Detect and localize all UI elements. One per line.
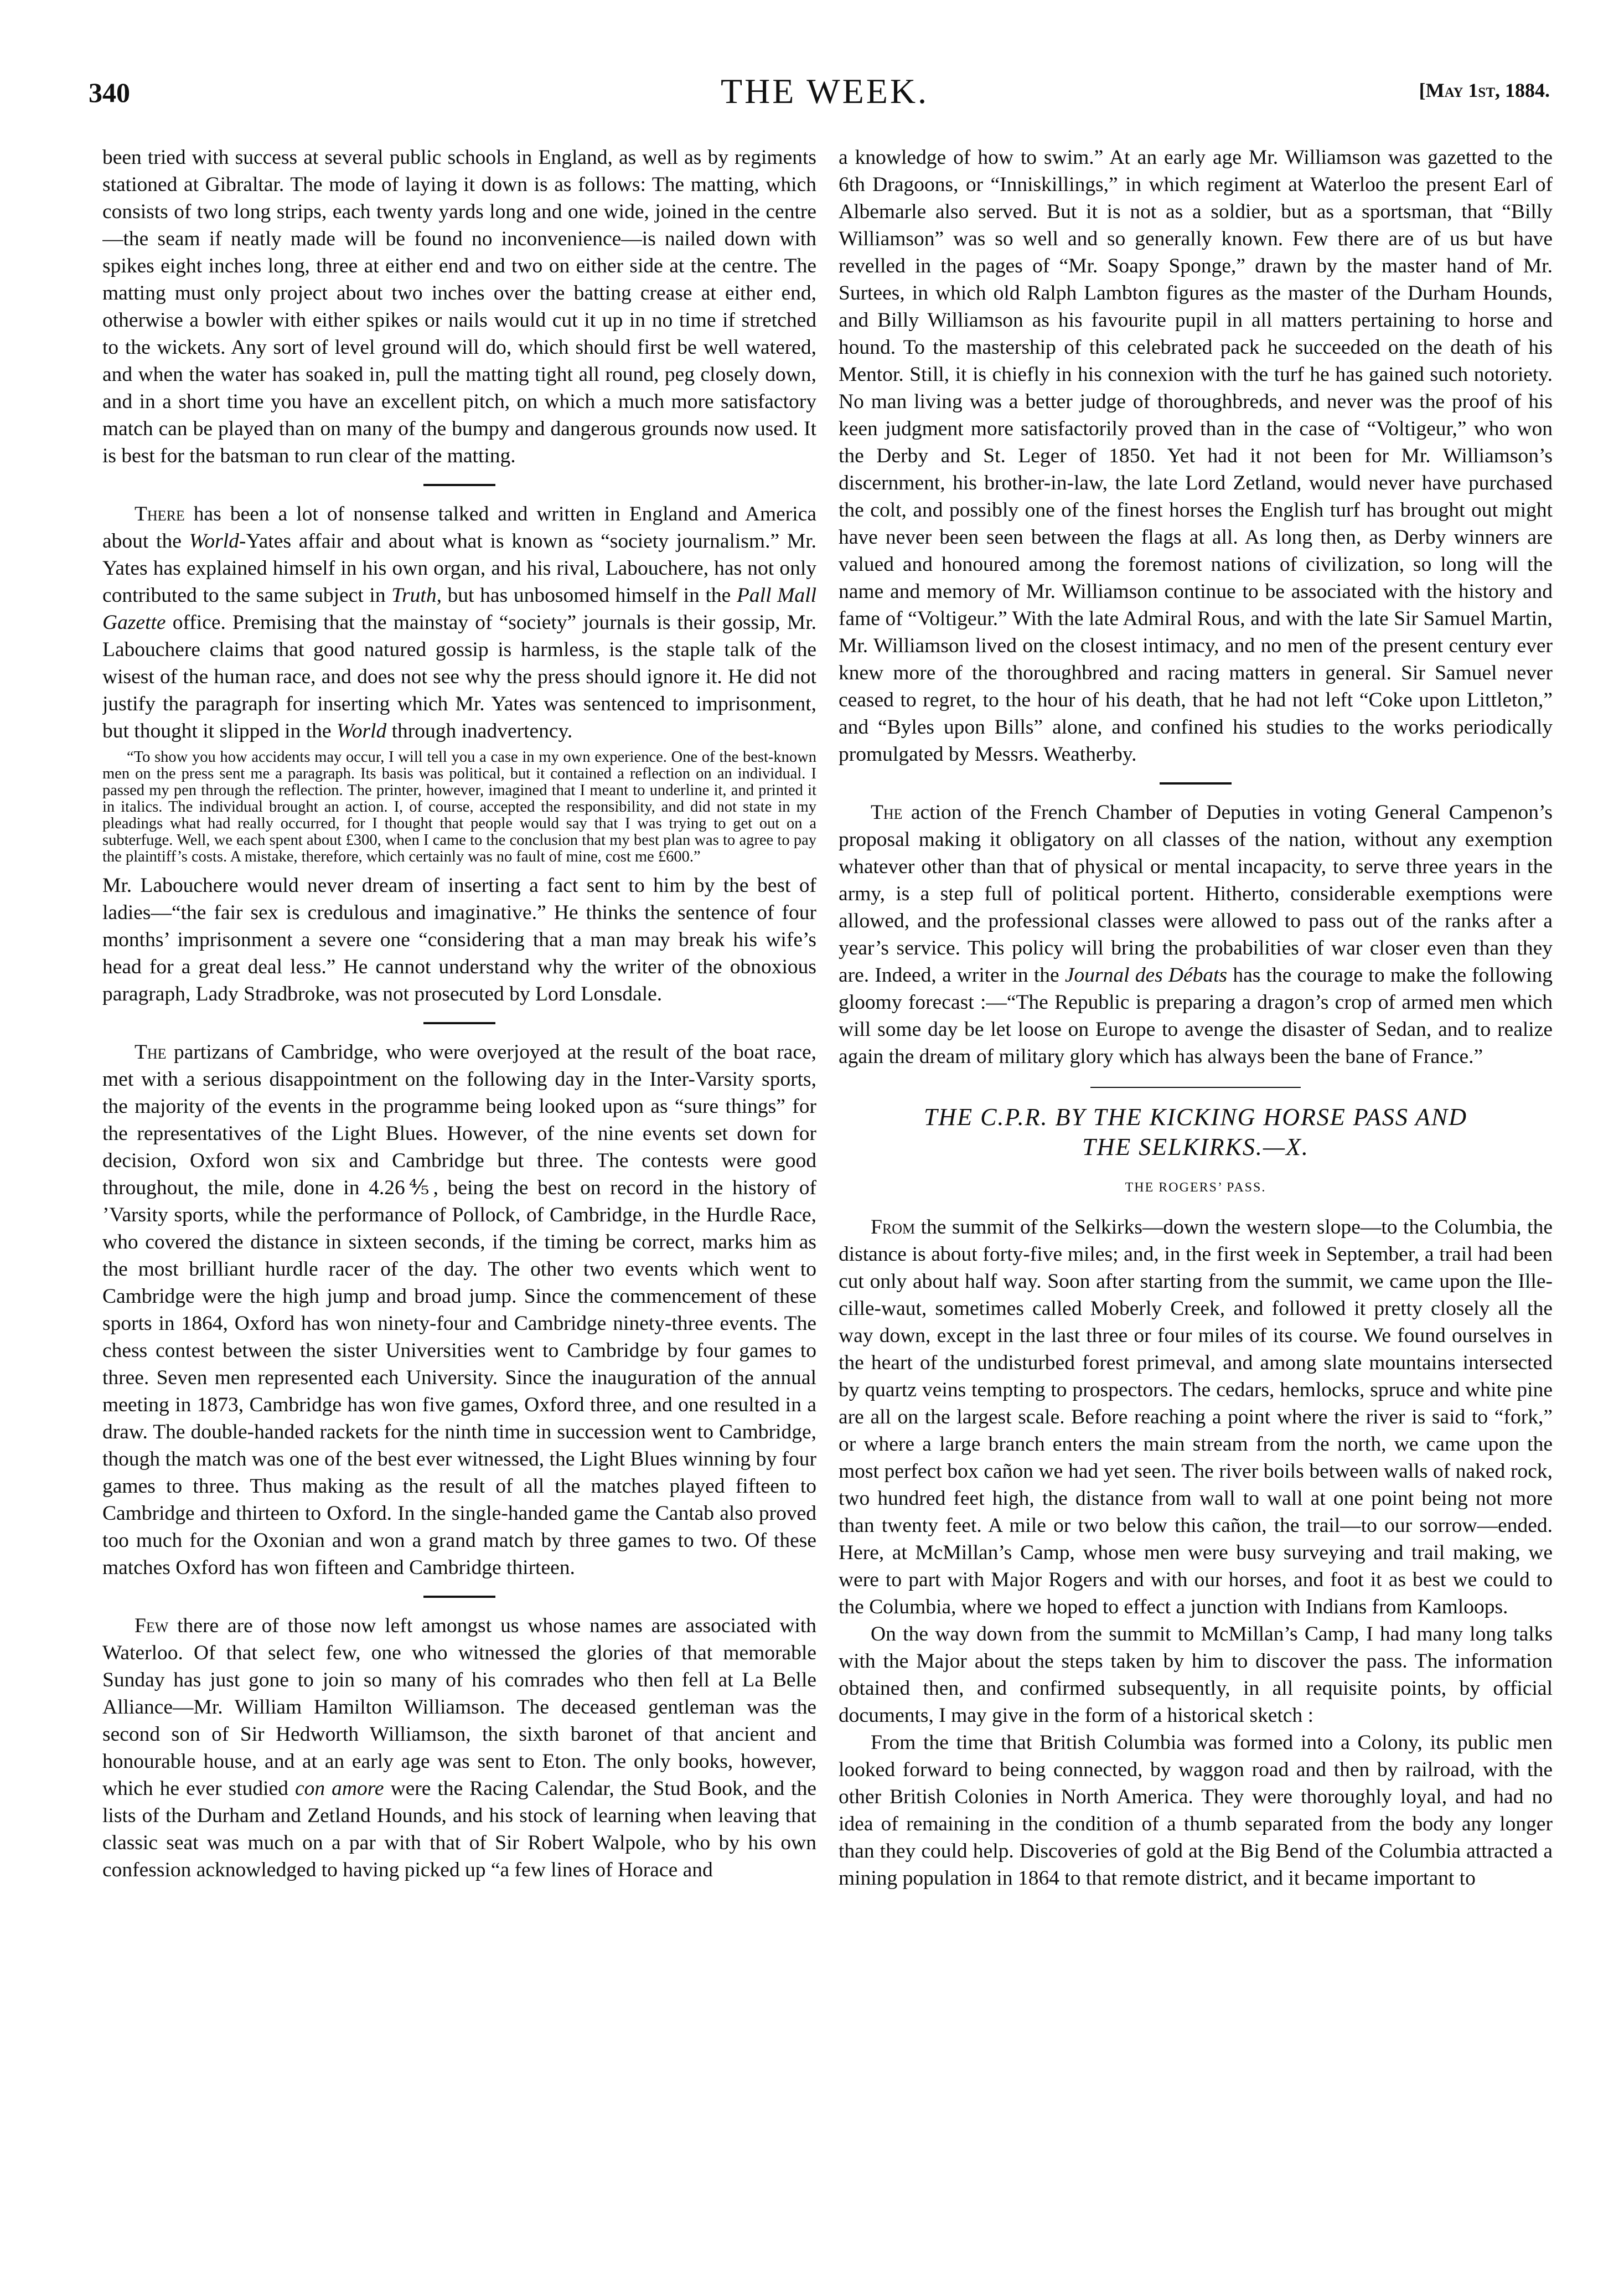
cpr-paragraph-3: From the time that British Columbia was formed into a Colony, its public men looked forward to being connected, by waggon road and then by railroad, with the other British Colonies in North America. They were thoroughly loyal, and had no idea of remaining in the condition of a thumb separated from the body any longer than they could help. Discoveries of gold at the Big Bend of the Columbia attracted a mining population in 1864 to that remote district, and it became important to [839,1731,1553,1890]
italic-con-amore: con amore [294,1777,384,1800]
inter-varsity-sports-paragraph: The partizans of Cambridge, who were overjoyed at the result of the boat race, met with a serious disappointment on the following day in the Inter-Varsity sports, the majority of the events in the programme being looked upon as “sure things” for the representatives of the Light Blues. However, of the nine events set down for decision, Oxford won six and Cambridge but three. The contests were good throughout, the mile, done in 4.26⅘, being the best on record in the history of ’Varsity sports, while the performance of Pollock, of Cambridge, in the Hurdle Race, who covered the distance in sixteen seconds, if the timing be correct, marks him as the most brilliant hurdle racer of the day. The other two events which went to Cambridge were the high jump and broad jump. Since the commencement of these sports in 1864, Oxford has won ninety-four and Cambridge ninety-three events. The chess contest between the sister Universities went to Cambridge by four games to three. Seven men represented each University. Since the inauguration of the annual meeting in 1873, Cambridge has won five games, Oxford three, and one resulted in a draw. The double-handed rackets for the ninth time in succession went to Cambridge, though the match was one of the best ever witnessed, the Light Blues winning by four games to three. Thus making as the result of all the matches played fifteen to Cambridge and thirteen to Oxford. In the single-handed game the Cantab also proved too much for the Oxonian and won a grand match by three games to two. Of these matches Oxford has won fifteen and Cambridge thirteen. [102,1041,816,1579]
cpr-paragraph-2: On the way down from the summit to McMillan’s Camp, I had many long talks with the Major about the steps taken by him to discover the pass. The information obtained then, and confirmed subsequently, in all requisite points, by official documents, I may give in the form of a historical sketch : [839,1623,1553,1727]
left-column [102,144,816,2281]
labouchere-followup-paragraph: Mr. Labouchere would never dream of inserting a fact sent to him by the best of ladies—“the fair sex is credulous and imaginative.” He thinks the sentence of four months’ imprisonment a severe one “considering that a man may break his wife’s head for a great deal less.” He cannot understand why the writer of the obnoxious paragraph, Lady Stradbroke, was not prosecuted by Lord Lonsdale. [102,874,816,1005]
lead-word: The [871,801,903,824]
italic-journal-des-debats: Journal des Débats [1064,964,1228,987]
lead-word: The [135,1041,167,1064]
page-number: 340 [89,77,130,108]
article-title-line-1: THE C.P.R. BY THE KICKING HORSE PASS AND [923,1103,1468,1131]
waterloo-williamson-continued: a knowledge of how to swim.” At an early age Mr. Williamson was gazetted to the 6th Dragoons, or “Inniskillings,” in which regiment at Waterloo the present Earl of Albemarle also served. But it is not as a soldier, but as a sportsman, that “Billy Williamson” was so well and so generally known. Few there are of us but have revelled in the pages of “Mr. Soapy Sponge,” drawn by the master hand of Mr. Surtees, in which old Ralph Lambton figures as the master of the Durham Hounds, and Billy Williamson as his favourite pupil in all matters pertaining to horse and hound. To the mastership of this celebrated pack he succeeded on the death of his Mentor. Still, it is chiefly in his connexion with the turf he has gained such notoriety. No man living was a better judge of thoroughbreds, and never was the proof of his keen judgment more satisfactorily proved than in the case of “Voltigeur,” who won the Derby and St. Leger of 1850. Yet had it not been for Mr. Williamson’s discernment, his brother-in-law, the late Lord Zetland, would never have purchased the colt, and possibly one of the finest horses the English turf has brought out might have never been seen between the flags at all. As long then, as Derby winners are valued and honoured among the foremost nations of civilization, so long will the name and memory of Mr. Williamson continue to be associated with the history and fame of “Voltigeur.” With the late Admiral Rous, and with the late Sir Samuel Martin, Mr. Williamson lived on the closest intimacy, and no men of the present century ever knew more of the thoroughbred and racing matters in general. Sir Samuel never ceased to regret, to the hour of his death, that he had not left “Coke upon Littleton,” and “Byles upon Bills” alone, and confined his studies to the works periodically promulgated by Messrs. Weatherby. [839,146,1553,766]
section-divider [423,1022,495,1024]
publication-title: THE WEEK. [720,71,929,111]
article-title-line-2: THE SELKIRKS.—X. [1082,1133,1309,1160]
italic-world: World [189,530,239,553]
article-subtitle: THE ROGERS’ PASS. [1125,1180,1266,1195]
article-divider [1090,1087,1301,1088]
issue-date: [May 1st, 1884. [1419,79,1550,101]
section-divider [423,1596,495,1598]
section-divider [423,484,495,486]
lead-word: Few [135,1614,169,1637]
lead-word: From [871,1216,916,1239]
italic-world-2: World [336,720,387,742]
right-column [839,144,1553,2281]
page-header [89,66,1561,122]
cricket-matting-paragraph: been tried with success at several public schools in England, as well as by regiments stationed at Gibraltar. The mode of laying it down is as follows: The matting, which consists of two long strips, each twenty yards long and one wide, joined in the centre—the seam if neatly made will be found no inconvenience—is nailed down with spikes eight inches long, three at either end and two on either side at the centre. The matting must only project about two inches over the batting crease at either end, otherwise a bowler with either spikes or nails would cut it up in no time if stretched to the wickets. Any sort of level ground will do, which should first be well watered, and when the water has soaked in, pull the matting tight all round, peg closely down, and in a short time you have an excellent pitch, on which a much more satisfactory match can be played than on many of the bumpy and dangerous grounds now used. It is best for the batsman to run clear of the matting. [102,146,816,467]
lead-word: There [135,503,185,525]
article-title [839,1102,1553,1162]
society-journalism-paragraph: There has been a lot of nonsense talked and written in England and America about the World-Yates affair and about what is known as “society journalism.” Mr. Yates has explained himself in his own organ, and his rival, Labouchere, has not only contributed to the same subject in Truth, but has unbosomed himself in the Pall Mall Gazette office. Premising that the mainstay of “society” journals is their gossip, Mr. Labouchere claims that good natured gossip is harmless, is the staple talk of the wisest of the human race, and does not see why the press should ignore it. He did not justify the paragraph for inserting which Mr. Yates was sentenced to imprisonment, but thought it slipped in the World through inadvertency. [102,503,816,742]
waterloo-williamson-paragraph: Few there are of those now left amongst us whose names are associated with Waterloo. Of that select few, one who witnessed the glories of that memorable Sunday has just gone to join so many of his comrades who then fell at La Belle Alliance—Mr. William Hamilton Williamson. The deceased gentleman was the second son of Sir Hedworth Williamson, the sixth baronet of that ancient and honourable house, and at an early age was sent to Eton. The only books, however, which he ever studied con amore were the Racing Calendar, the Stud Book, and the lists of the Durham and Zetland Hounds, and his stock of learning when leaving that classic seat was much on a par with that of Sir Robert Walpole, who by his own confession acknowledged to having picked up “a few lines of Horace and [102,1614,816,1881]
french-chamber-paragraph: The action of the French Chamber of Deputies in voting General Campenon’s proposal making it obligatory on all classes of the nation, without any exemption whatever other than that of physical or mental incapacity, to serve three years in the army, is a step full of political portent. Hitherto, considerable exemptions were allowed, and the professional classes were allowed to pass out of the ranks after a year’s service. This policy will bring the probabilities of war closer even than they are. Indeed, a writer in the Journal des Débats has the courage to make the following gloomy forecast :—“The Republic is preparing a dragon’s crop of armed men which will some day be let loose on Europe to avenge the disaster of Sedan, and to realize again the dream of military glory which has always been the bane of France.” [839,801,1553,1068]
cpr-paragraph-1: From the summit of the Selkirks—down the western slope—to the Columbia, the distance is about forty-five miles; and, in the first week in September, a trail had been cut only about half way. Soon after starting from the summit, we came upon the Ille-cille-waut, sometimes called Moberly Creek, and followed it pretty closely all the way down, except in the last three or four miles of its course. We found ourselves in the heart of the undisturbed forest primeval, and among slate mountains intersected by quartz veins tempting to prospectors. The cedars, hemlocks, spruce and white pine are all on the largest scale. Before reaching a point where the river is said to “fork,” or where a large branch enters the main stream from the north, we came upon the most perfect box cañon we had yet seen. The river boils between walls of naked rock, two hundred feet high, the distance from wall to wall at one point being not more than twenty feet. A mile or two below this cañon, the trail—to our sorrow—ended. Here, at McMillan’s Camp, whose men were busy surveying and trail making, we were to part with Major Rogers and with our horses, and foot it as best we could to the Columbia, where we hoped to effect a junction with Indians from Kamloops. [839,1216,1553,1618]
italic-truth: Truth, [391,584,442,607]
section-divider [1160,782,1232,785]
labouchere-quote: “To show you how accidents may occur, I will tell you a case in my own experience. One of the best-known men on the press sent me a paragraph. Its basis was political, but it contained a reflection on an individual. I passed my pen through the reflection. The printer, however, imagined that I meant to underline it, and printed it in italics. The individual brought an action. I, of course, accepted the responsibility, and did not state in my pleadings what had really occurred, for I thought that people would say that I was trying to get out on a subterfuge. Well, we each spent about £300, when I came to the conclusion that my best plan was to agree to pay the plaintiff’s costs. A mistake, therefore, which certainly was no fault of mine, cost me £600.” [102,749,816,865]
italic-pall-mall-gazette: Pall Mall Gazette [102,584,816,634]
